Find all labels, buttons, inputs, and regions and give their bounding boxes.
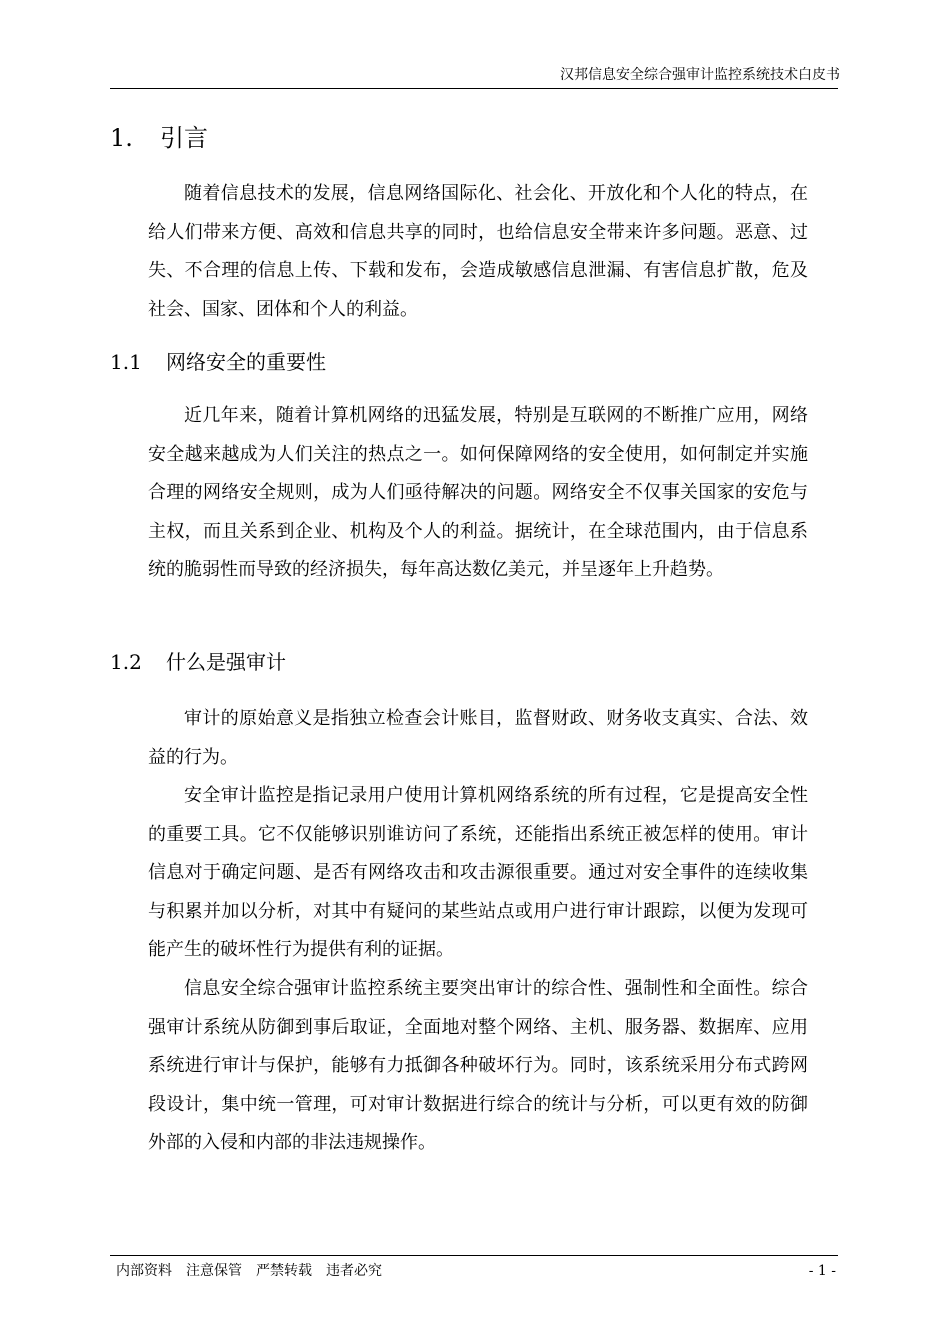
section-heading-network-security (110, 348, 326, 376)
section-number: 1.2 (110, 650, 142, 674)
footer-divider (110, 1255, 838, 1256)
paragraph-audit-definition: 审计的原始意义是指独立检查会计账目，监督财政、财务收支真实、合法、效益的行为。 (148, 708, 808, 768)
section-heading-strong-audit (110, 648, 286, 676)
footer-notice: 违者必究 (326, 1263, 382, 1279)
section-title: 引言 (160, 124, 208, 152)
section-title: 什么是强审计 (166, 650, 286, 674)
paragraph-introduction: 随着信息技术的发展，信息网络国际化、社会化、开放化和个人化的特点，在给人们带来方便、高效和信息共享的同时，也给信息安全带来许多问题。恶意、过失、不合理的信息上传、下载和发布，会造成敏感信息泄漏、有害信息扩散，危及社会、国家、团体和个人的利益。 (148, 183, 808, 320)
page-number: - 1 - (808, 1263, 836, 1279)
header-divider (110, 88, 838, 89)
paragraph-network-security: 近几年来，随着计算机网络的迅猛发展，特别是互联网的不断推广应用，网络安全越来越成为人们关注的热点之一。如何保障网络的安全使用，如何制定并实施合理的网络安全规则，成为人们亟待解决的问题。网络安全不仅事关国家的安危与主权，而且关系到企业、机构及个人的利益。据统计，在全球范围内，由于信息系统的脆弱性而导致的经济损失，每年高达数亿美元，并呈逐年上升趋势。 (148, 405, 808, 581)
footer-notice: 严禁转载 (256, 1263, 312, 1279)
section-number: 1. (110, 124, 133, 152)
footer-notices (116, 1262, 396, 1280)
footer-notice: 注意保管 (186, 1263, 242, 1279)
paragraph-audit-system: 信息安全综合强审计监控系统主要突出审计的综合性、强制性和全面性。综合强审计系统从防御到事后取证，全面地对整个网络、主机、服务器、数据库、应用系统进行审计与保护，能够有力抵御各种破坏行为。同时，该系统采用分布式跨网段设计，集中统一管理，可对审计数据进行综合的统计与分析，可以更有效的防御外部的入侵和内部的非法违规操作。 (148, 978, 808, 1154)
section-number: 1.1 (110, 350, 142, 374)
section-heading-introduction (110, 122, 208, 154)
paragraph-audit-monitoring: 安全审计监控是指记录用户使用计算机网络系统的所有过程，它是提高安全性的重要工具。它不仅能够识别谁访问了系统，还能指出系统正被怎样的使用。审计信息对于确定问题、是否有网络攻击和攻击源很重要。通过对安全事件的连续收集与积累并加以分析，对其中有疑问的某些站点或用户进行审计跟踪，以便为发现可能产生的破坏性行为提供有利的证据。 (148, 785, 808, 961)
document-header-title: 汉邦信息安全综合强审计监控系统技术白皮书 (560, 67, 840, 83)
section-title: 网络安全的重要性 (166, 350, 326, 374)
footer-notice: 内部资料 (116, 1263, 172, 1279)
